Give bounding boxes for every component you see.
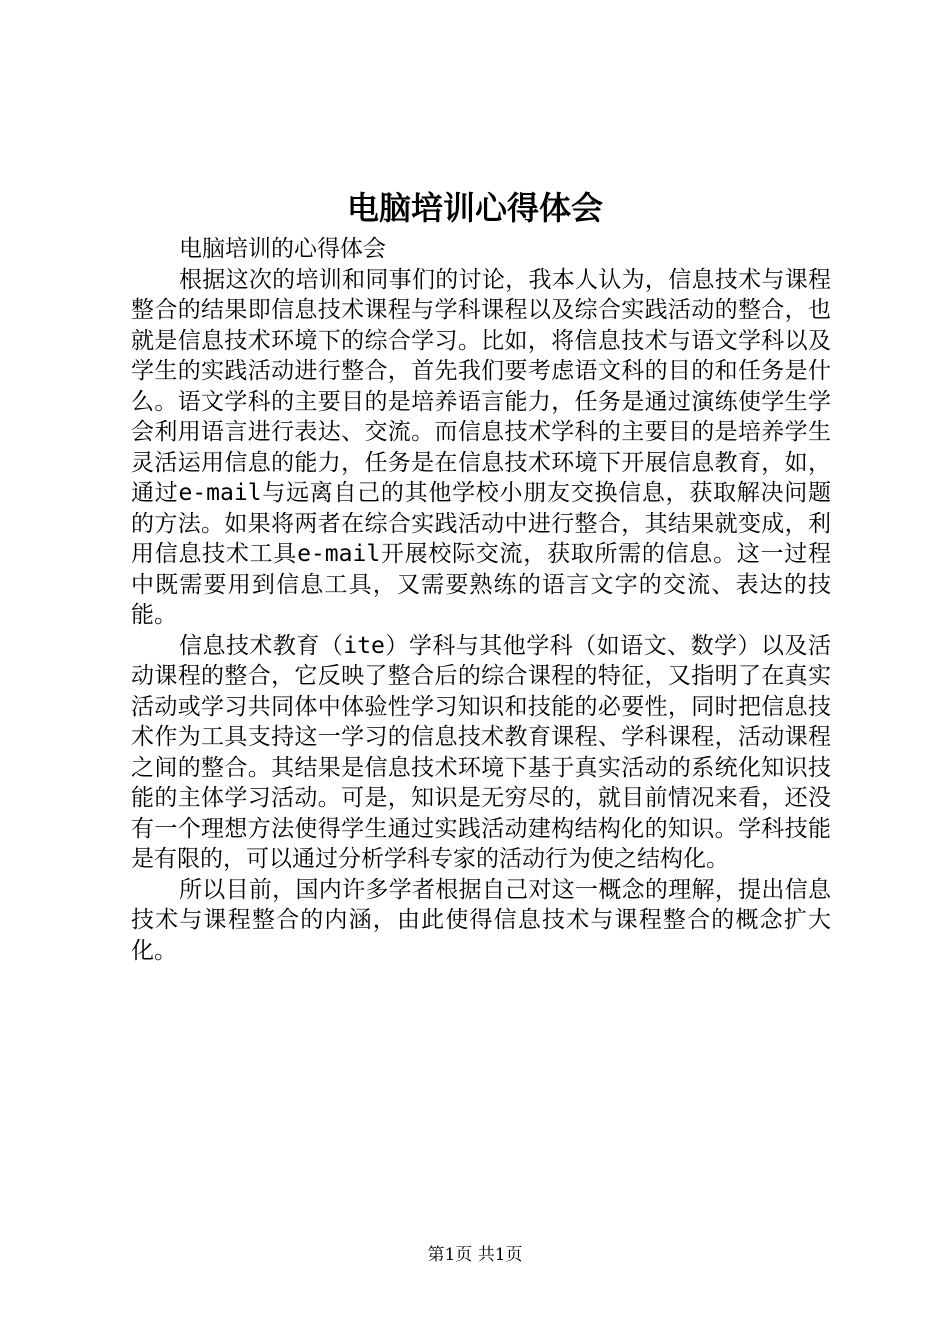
document-subtitle: 电脑培训的心得体会 — [179, 236, 386, 262]
document-body — [131, 234, 831, 966]
paragraph-2: 信息技术教育（ite）学科与其他学科（如语文、数学）以及活动课程的整合，它反映了整合后的综合课程的特征，又指明了在真实活动或学习共同体中体验性学习知识和技能的必要性，同时把信息技术作为工具支持这一学习的信息技术教育课程、学科课程，活动课程之间的整合。其结果是信息技术环境下基于真实活动的系统化知识技能的主体学习活动。可是，知识是无穷尽的，就目前情况来看，还没有一个理想方法使得学生通过实践活动建构结构化的知识。学科技能是有限的，可以通过分析学科专家的活动行为使之结构化。 — [131, 632, 831, 872]
document-title: 电脑培训心得体会 — [346, 189, 603, 227]
paragraph-3: 所以目前，国内许多学者根据自己对这一概念的理解，提出信息技术与课程整合的内涵，由此使得信息技术与课程整合的概念扩大化。 — [131, 876, 831, 964]
paragraph-1: 根据这次的培训和同事们的讨论，我本人认为，信息技术与课程整合的结果即信息技术课程与学科课程以及综合实践活动的整合，也就是信息技术环境下的综合学习。比如，将信息技术与语文学科以及学生的实践活动进行整合，首先我们要考虑语文科的目的和任务是什么。语文学科的主要目的是培养语言能力，任务是通过演练使学生学会利用语言进行表达、交流。而信息技术学科的主要目的是培养学生灵活运用信息的能力，任务是在信息技术环境下开展信息教育，如，通过e-mail与远离自己的其他学校小朋友交换信息，获取解决问题的方法。如果将两者在综合实践活动中进行整合，其结果就变成，利用信息技术工具e-mail开展校际交流，获取所需的信息。这一过程中既需要用到信息工具，又需要熟练的语言文字的交流、表达的技能。 — [131, 266, 831, 628]
page-number-footer: 第1页 共1页 — [427, 1245, 523, 1265]
